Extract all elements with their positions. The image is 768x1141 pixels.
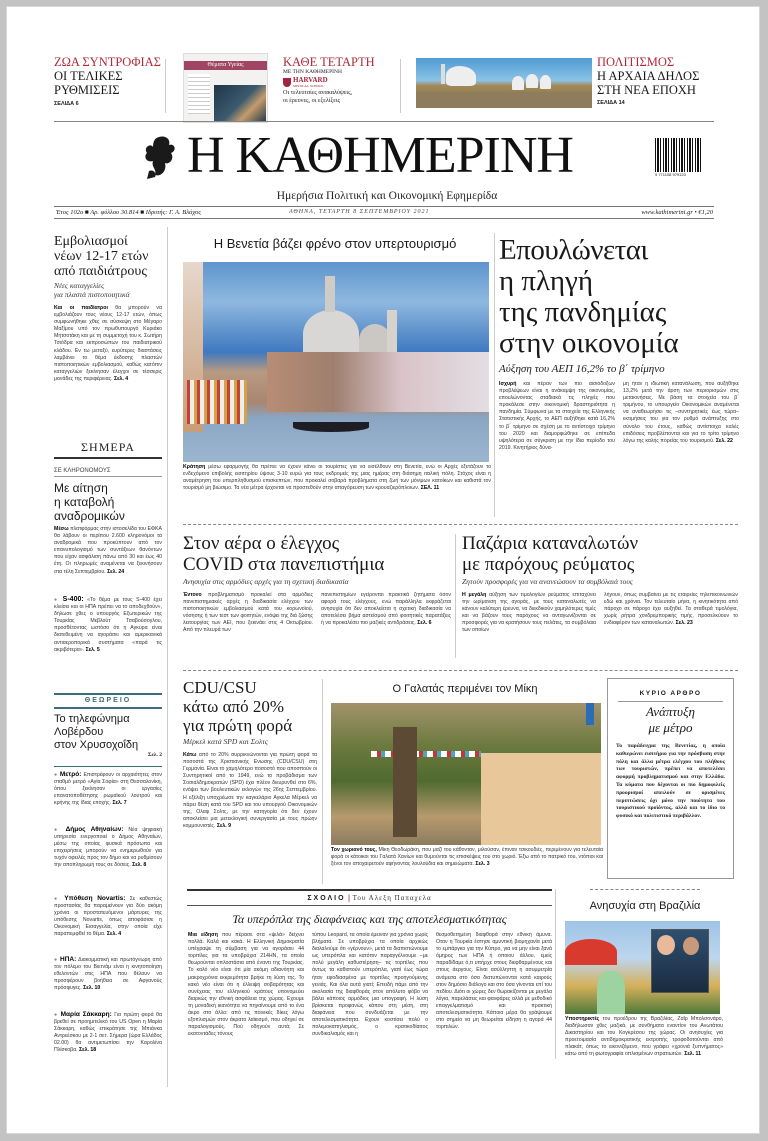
comment-header: ΣΧΟΛΙΟ | Του Αλεξη Παπαχελα (307, 893, 432, 902)
galatas-lead: Τον χωριανό τους, (331, 847, 377, 853)
energy-title-1: Παζάρια καταναλωτών (462, 533, 639, 554)
brazil-caption (565, 1016, 723, 1060)
magazine-photo (214, 85, 266, 121)
economy-lead: Ισχυρή (499, 381, 517, 387)
energy-ref[interactable]: Σελ. 23 (675, 620, 693, 627)
covid-title-1: Στον αέρα ο έλεγχος (183, 533, 340, 554)
covid-text-2: πανεπιστημίων εγείρονται πρακτικά ζητήματα όσον αφορά τους ελέγχους, ενώ παράλληλα εκφράζεται ανησυχία ότι δεν αποκλείεται η σχετική διαδικασία να αποτελέσει βήμα αστεϊσμού από φοιτητικές παρατάξεις ή να προκαλέσει πιο μαζικές αντιδράσεις. (321, 592, 451, 627)
editorial-title-2: με μέτρο (648, 720, 693, 735)
economy-story[interactable] (499, 235, 739, 498)
inheritance-kicker: ΣΕ ΚΛΗΡΟΝΟΜΟΥΣ (54, 467, 162, 477)
covid-deck: Ανησυχία στις αρμόδιες αρχές για τη σχετική διαδικασία (183, 577, 349, 586)
inheritance-ref[interactable]: Σελ. 24 (107, 568, 125, 575)
economy-col-2 (623, 381, 739, 498)
vaccine-lead: Και οι παιδίατροι (54, 305, 108, 311)
economy-deck: Αύξηση του ΑΕΠ 16,2% το β΄ τρίμηνο (499, 363, 665, 375)
theoreio-header: ΘΕΩΡΕΙΟ (84, 697, 132, 704)
teaser-culture-title-1: Η ΑΡΧΑΙΑ ΔΗΛΟΣ (597, 69, 700, 83)
inheritance-title-1: Με αίτηση (54, 481, 108, 495)
brazil-caption-text: του προέδρου της Βραζιλίας, Ζαΐρ Μπολσονάρο, διαδήλωσαν χθες μαζικά, με συνθήματα εναντίον του Ανωτάτου Δικαστηρίου και του Κογκρέσου της χώρας. Οι ανησυχίες για προετοιμασία αντιδημοκρατικής εκτροπής τροφοδοτούνται από πλακάτ, όπως το εικονιζόμενο, που γράφει «χρονιά ξυπνήματος» κάτω από τη φωτογραφία οπλισμένων στρατιωτών. (565, 1016, 723, 1058)
galatas-caption (331, 847, 603, 876)
barcode-number: 9 771108 979120 (655, 172, 686, 177)
cdu-title-1: CDU/CSU (183, 678, 257, 697)
masthead-title: Η ΚΑΘΗΜΕΡΙΝΗ (187, 127, 573, 184)
energy-lead: Η μεγάλη (462, 592, 487, 598)
editorial-box[interactable] (607, 678, 734, 879)
vaccine-body (54, 305, 162, 398)
vaccine-ref[interactable]: Σελ. 4 (113, 375, 129, 382)
barcode (655, 138, 707, 182)
venice-ref[interactable]: ΣΕΛ. 11 (420, 485, 440, 492)
vaccine-text: θα μπορούν να εμβολιάζουν τους νέους 12-17 ετών, όπως συμφωνήθηκε χθες σε σύσκεψη στο Μέγαρο Μαξίμου υπό τον πρωθυπουργό Κυριάκο Μητσοτάκη και με τη συμμετοχή του κ. Σωτήρη Τσιόδρα και εκπροσώπων του παιδιατρικού κλάδου. Εν τω μεταξύ, ευρύτερες διαστάσεις λαμβάνει το θέμα έκδοσης πλαστών πιστοποιητικών εμβολιασμού, καθώς κατόπιν καταγγελιών ξεκίνησαν έλεγχοι σε τέσσερις μονάδες της περιφέρειας. (54, 305, 162, 382)
energy-text-2: λήγουν, όπως συμβαίνει με τις εταιρείες τηλεπικοινωνιών εδώ και χρόνια. Τον τελευταίο μήνα, η κινητικότητα από πάροχο σε πάροχο έχει αυξηθεί. Τα σταθερά τιμολόγια, χωρίς ρήτρα χονδρεμπορικής τιμής, προσελκύουν το ενδιαφέρον των καταναλωτών. (604, 592, 738, 627)
economy-title-4: στην οικονομία (499, 327, 679, 359)
brief-text: Για πρώτη φορά θα βρεθεί σε προημιτελικό του US Open η Μαρία Σάκκαρη, καθώς επικράτησε της Μπιάνκα Αντρεέσκου με 2-1 σετ. Σήμερα (ώρα Ελλάδος 02.00) θα αντιμετωπίσει την Καρολίνα Πλίσκοβα. (54, 1012, 162, 1054)
comment-text-3: θεσμοθετημένη διαφθορά στην εθνική άμυνα. Οταν η Τουρκία έστησε αμυντική βιομηχανία μετά το εμπάργκο για την Κύπρο, για να μην είναι ξανά όμηρος των ΗΠΑ ή οποιου άλλου, εμείς παραδίδαμε ό,τι υπήρχε στους διεφθαρμένους και στους άεργους. Είναι ασύλληπτη η ασυμμετρία ανάμεσα στο όσα διατυπώνονται κατά καιρούς στον δημόσιο διάλογο και στο όσα γίνονται επί του πεδίου. Διότι οι χώρες δεν θωρακίζονται με μεγάλα λόγια, παρελάσεις και φανφάρες αλλά με μεθοδικό επαγγελματισμό και πρακτική αποτελεσματικότητα. Κάποια μέρα θα γράψουμε στο σημείο να μη θεωρείται είδηση η αγορά 44 τορπιλών. (436, 932, 552, 1031)
comment-col-1 (188, 932, 304, 1055)
health-magazine-cover[interactable] (183, 53, 268, 123)
teaser-pets-page: ΣΕΛΙΔΑ 6 (54, 101, 79, 107)
teaser-culture-kicker: ΠΟΛΙΤΙΣΜΟΣ (597, 55, 675, 69)
covid-col-1 (183, 592, 313, 642)
covid-ref[interactable]: Σελ. 6 (417, 620, 432, 627)
editorial-body: Το παράδειγμα της Βενετίας, η οποία καθιερώνει εισιτήριο για την πρόσβαση στην πόλη και άλλα μέτρα ελέγχου του πλήθους των τουριστών, πρέπει να αποτελέσει αφορμή προβληματισμού και στην Ελλάδα. Τα κύματα που δέχονται οι πιο δημοφιλείς προορισμοί απειλούν σε ορισμένες περιπτώσεις όχι μόνο την ποιότητα του τουριστικού προϊόντος, αλλά και το ίδιο το φυσικό και πολιτιστικό περιβάλλον. (616, 743, 725, 820)
venice-lead: Κράτηση (183, 464, 206, 470)
comment-title[interactable]: Τα υπερόπλα της διαφάνειας και της αποτελεσματικότητας (232, 912, 507, 926)
inheritance-title-3: αναδρομικών (54, 509, 125, 523)
s400-ref[interactable]: Σελ. 5 (85, 646, 100, 653)
editorial-label: ΚΥΡΙΟ ΑΡΘΡΟ (639, 690, 702, 697)
covid-text-1: προβληματισμό προκαλεί στα αρμόδιες πανεπιστημιακές αρχές η διαδικασία ελέγχου των πιστοποιητικών εμβολιασμού κατά του κορωνοϊού, νόσησης ή των τεστ των φοιτητών, ενόψει της διά ζώσης λειτουργίας των ΑΕΙ, που ξεκινάει στις 4 Οκτωβρίου. Από την πλευρά των (183, 592, 313, 634)
vaccine-title-1: Εμβολιασμοί (54, 234, 128, 249)
teaser-pets-kicker: ΖΩΑ ΣΥΝΤΡΟΦΙΑΣ (54, 55, 161, 69)
inheritance-text: πλατφόρμας στην ιστοσελίδα του ΕΦΚΑ θα λάβουν οι περίπου 2.600 κληρονόμοι τα αναδρομικά που προκύπτουν από τον επανυπολογισμό των συντάξεων θανόντων που είχαν ασφάλιση πάνω από 30 και έως 40 έτη. Οι πληρωμές αναμένεται να ξεκινήσουν στα τέλη Σεπτεμβρίου. (54, 526, 162, 575)
comment-col-2 (312, 932, 428, 1055)
harvard-shield-icon (283, 78, 291, 87)
cdu-deck: Μέρκελ κατά SPD και Σολτς (183, 737, 268, 746)
venice-caption-text: μέσω εφαρμογής θα πρέπει να έχουν κάνει οι τουρίστες για να εισέλθουν στη Βενετία, ενώ οι Αρχές εξετάζουν το ενδεχόμενο επιβολής εισιτηρίου ύψους 3-10 ευρώ για τους εκδρομείς της μιας ημέρας στη διάσημη ιταλική πόλη. Στόχος είναι η αναμέτρηση του υπερπληθυσμού επισκεπτών, που προκαλεί σοβαρά προβλήματα στη ζωή των μόνιμων κατοίκων και καθιστά τον τουρισμό μη βιώσιμο. Τα νέα μέτρα έρχονται να προστεθούν στην απαγόρευση των κρουαζιερόπλοιων. (183, 464, 491, 492)
teaser-culture-title-2: ΣΤΗ ΝΕΑ ΕΠΟΧΗ (597, 83, 696, 97)
venice-title[interactable]: Η Βενετία βάζει φρένο στον υπερτουρισμό (213, 236, 457, 251)
magazine-title: Θέματα Υγείας (184, 61, 267, 70)
cdu-ref[interactable]: Σελ. 9 (216, 822, 232, 829)
vaccine-story[interactable] (54, 234, 162, 398)
brief-lead: Μετρό: (59, 771, 82, 778)
economy-col-1 (499, 381, 615, 498)
brief-item[interactable]: ● ΗΠΑ: Διακομματική και πρωτόγνωρη από τον πόλεμο του Βιετνάμ είναι η κινητοποίηση εθελοντών στις ΗΠΑ που θέλουν να προσφέρουν βοήθεια σε Αφγανούς πρόσφυγες. Σελ. 10 (54, 956, 162, 992)
vaccine-title-3: από παιδιάτρους (54, 264, 147, 279)
cdu-body (183, 752, 317, 866)
economy-text-1: και πέραν των πιο αισιόδοξων προβλέψεων είναι η ανάκαμψη της οικονομίας, επουλώνοντας σταδιακά τις πληγές που προκάλεσε στην οικονομική δραστηριότητα η πανδημία. Σύμφωνα με τα στοιχεία της Ελληνικής Στατιστικής Αρχής, το ΑΕΠ αυξήθηκε κατά 16,2% το β΄ τρίμηνο σε σχέση με το αντίστοιχο τρίμηνο του 2020 και διαμορφώθηκε σε επίπεδα υψηλότερα σε σύγκριση με την ίδια περίοδο του 2019. Κινητήριος δύνα- (499, 381, 615, 451)
editorial-title-1: Ανάπτυξη (646, 704, 695, 719)
energy-story[interactable] (462, 533, 738, 642)
brief-lead: Δήμος Αθηναίων: (65, 826, 124, 833)
harvard-brand: HARVARD (293, 76, 328, 84)
brief-lead: Υπόθεση Novartis: (64, 895, 126, 902)
brief-item[interactable]: ● Δήμος Αθηναίων: Νέα ψηφιακή υπηρεσία ενεργοποιεί ο Δήμος Αθηναίων, μέσω της οποίας φυσικά πρόσωπα και επιχειρήσεις μπορούν να ενημερωθούν για τυχόν οφειλές προς τον δήμο και να ρυθμίσουν την αποπληρωμή τους σε δόσεις. Σελ. 8 (54, 826, 162, 869)
economy-title-1: Επουλώνεται (499, 234, 648, 266)
s400-lead: S-400: (62, 596, 84, 603)
covid-story[interactable] (183, 533, 451, 642)
newspaper-front-page (7, 7, 759, 1133)
vaccine-deck-2: για πλαστά πιστοποιητικά (54, 290, 130, 299)
brief-text: Διακομματική και πρωτόγνωρη από τον πόλεμο του Βιετνάμ είναι η κινητοποίηση εθελοντών στις ΗΠΑ που θέλουν να προσφέρουν βοήθεια σε Αφγανούς πρόσφυγες. (54, 957, 162, 992)
site-and-price: www.kathimerini.gr • €1,20 (641, 209, 713, 216)
covid-lead: Έντονο (183, 592, 202, 598)
delos-photo[interactable] (416, 58, 592, 108)
teaser-health[interactable] (283, 56, 403, 105)
cdu-lead: Κάτω (183, 752, 197, 758)
s400-brief: ● S-400: «Το θέμα με τους S-400 έχει κλείσει και οι ΗΠΑ πρέπει να το αποδεχθούν», δήλωσε χθες ο υπουργός Εξωτερικών της Τουρκίας Μεβλούτ Τσαβούσογλου, προσθέτοντας ωστόσο ότι η Αγκυρα είναι διατεθειμένη να αγοράσει και αμερικανικά αντιαεροπορικά συστήματα «παρά τις ακριβότερα». Σελ. 5 (54, 596, 162, 653)
cdu-title-3: για πρώτη φορά (183, 716, 293, 735)
energy-deck: Ζητούν προσφορές για να ανανεώσουν τα συμβόλαιά τους (462, 577, 633, 586)
comment-text-1: που πέρασε στα «ψιλά» δείχνει πολλά. Καλά και κακά. Η Ελληνική Δημοκρατία υπέγραψε τη σύμβαση για να αγοράσει 44 τορπίλες για τα υποβρύχια 214HN, τα οποία θεωρούνται οπλοστάσια από έναντι της Τουρκίας. Το καλό νέο είναι ότι μία ακόμη αδιανόητη και μακροχρόνια εκκρεμότητα βρήκε τη λύση της. Το κακό νέο είναι ότι η έλλειψη σοβαρότητας και συνέχειας του ελληνικού κράτους υπονομεύει διαρκώς την εθνική ασφάλεια της χώρας. Εχουμε τη μοναδική ικανότητα να πηγαίνουμε από το ένα άκρο στο άλλο: από τις ποινικές δίκες λόγω εξοπλισμών στον άκρατο λαϊκισμό, που οδηγεί σε παραλογισμούς. Πού οδηγούν αυτά; Σε εκατοντάδες τόνους (188, 932, 304, 1038)
loverdos-title-3: στον Χρυσοχοΐδη (54, 739, 139, 751)
inheritance-title-2: η καταβολή (54, 495, 115, 509)
brazil-photo[interactable] (565, 921, 720, 1014)
galatas-ref[interactable]: Σελ. 3 (475, 861, 490, 868)
issue-date: ΑΘΗΝΑ, ΤΕΤΑΡΤΗ 8 ΣΕΠΤΕΜΒΡΙΟΥ 2021 (289, 209, 430, 215)
cdu-story[interactable] (183, 678, 317, 866)
loverdos-title-2: Λοβέρδου (54, 726, 104, 738)
energy-col-2 (604, 592, 738, 642)
teaser-health-desc-2: οι έρευνες, οι εξελίξεις (283, 97, 340, 104)
briefs-list (54, 771, 162, 1069)
comment-body (188, 932, 553, 1055)
economy-title-2: η πληγή (499, 265, 594, 297)
cdu-text: από το 20% συρρικνώνονται για πρώτη φορά τα ποσοστά της Χριστιανικής Ενωσης (CDU/CSU) στη Γερμανία. Είναι το χαμηλότερο ποσοστό που αποσπούν οι Συντηρητικοί από το 1949, ενώ το προβάδισμα των Σοσιαλδημοκρατών (SPD) έχει πλέον διευρυνθεί στο 6%, ενόψει των βουλευτικών εκλογών της 26ης Σεπτεμβρίου. Η εξέλιξη υποχρέωσε την καγκελάριο Αγκελα Μέρκελ να πάρει θέση κατά του SPD και του υπουργού Οικονομικών της, Ολαφ Σολτς, με την κατηγορία ότι δεν έχουν αποκλείσει μια μετεκλογική συνεργασία με τους πρώην κομμουνιστές. (183, 752, 317, 829)
economy-text-2: μη ήταν η ιδιωτική κατανάλωση, που αυξήθηκε 13,2% μετά την άρση των περιορισμών στις μετακινήσεις. Με βάση τα στοιχεία του β΄ τριμήνου, το υπουργείο Οικονομικών αναμένεται να αναθεωρήσει τις –συντηρητικές έως τώρα– εκτιμήσεις του για τον ρυθμό ανάπτυξης στο σύνολο του έτους, καθώς αντίστοιχα καλές επιδόσεις προβλέπονται και για το τρίτο τρίμηνο λόγω της καλής πορείας του τουρισμού. (623, 381, 739, 444)
comment-text-2: τύπου Leopard, τα οποία έμειναν για χρόνια χωρίς βλήματα. Σε υποβρύχια τα οποία αρχικώς διαλαλούμε ότι «γέρνουν», μετά τα διαπιστώνουμε ως υπερόπλα και κατόπιν παραγγέλνουμε –με πολύ μεγάλη καθυστέρηση– τις τορπίλες που άντως τα καθιστούν υπερόπλα, γιατί έως τώρα ήταν εφοδιασμένα με τορπίλες προηγούμενης γενιάς. Και όλα αυτά γιατί; Επειδή πάμε από την ακολασία της διαφθοράς στον απόλυτο φόβο να βάλει κάποιος αρμόδιος μια υπογραφή. Η λύση βρίσκεται προφανώς κάπου στη μέση, στη διαφάνεια που συνδυάζεται με την αποτελεσματικότητα. Εχουν κοστίσει πολύ ο πολεμοκαπηλισμός, ο κρατικοδίαιτος συνδικαλισμός και η (312, 932, 428, 1038)
brief-item[interactable]: ● Μαρία Σάκκαρη: Για πρώτη φορά θα βρεθεί σε προημιτελικό του US Open η Μαρία Σάκκαρη, καθώς επικράτησε της Μπιάνκα Αντρεέσκου με 2-1 σετ. Σήμερα (ώρα Ελλάδος 02.00) θα αντιμετωπίσει την Καρολίνα Πλίσκοβα. Σελ. 18 (54, 1011, 162, 1054)
teaser-health-sub: ΜΕ ΤΗΝ ΚΑΘΗΜΕΡΙΝΗ (283, 69, 342, 75)
brief-lead: ΗΠΑ: (60, 956, 77, 963)
cdu-title-2: κάτω από 20% (183, 697, 284, 716)
teaser-pets-title-1: ΟΙ ΤΕΛΙΚΕΣ (54, 69, 123, 83)
teaser-health-kicker: ΚΑΘΕ ΤΕΤΑΡΤΗ (283, 55, 375, 69)
galatas-photo[interactable] (331, 703, 601, 845)
brief-text: Νέα ψηφιακή υπηρεσία ενεργοποιεί ο Δήμος Αθηναίων, μέσω της οποίας φυσικά πρόσωπα και επιχειρήσεις μπορούν να ενημερωθούν για τυχόν οφειλές προς τον δήμο και να ρυθμίσουν την αποπληρωμή τους σε δόσεις. (54, 827, 162, 869)
teaser-pets-title-2: ΡΥΘΜΙΣΕΙΣ (54, 83, 120, 97)
s400-text: «Το θέμα με τους S-400 έχει κλείσει και οι ΗΠΑ πρέπει να το αποδεχθούν», δήλωσε χθες ο υπουργός Εξωτερικών της Τουρκίας Μεβλούτ Τσαβούσογλου, προσθέτοντας ωστόσο ότι η Αγκυρα είναι διατεθειμένη να αγοράσει και αμερικανικά αντιαεροπορικά συστήματα «παρά τις ακριβότερα». (54, 597, 162, 653)
comment-author[interactable]: Του Αλεξη Παπαχελα (352, 894, 432, 902)
brief-text: Επιστρέφουν οι αρχαιότητες στον σταθμό μετρό «Αγία Σοφία» στη Θεσσαλονίκη, όπου ξεκίνησαν οι εργασίες επανατοποθέτησης ρωμαϊκού λουτρού και κρήνης της ίδιας εποχής. (54, 772, 162, 807)
venice-caption (183, 464, 491, 508)
comment-label: ΣΧΟΛΙΟ (307, 895, 346, 902)
economy-ref[interactable]: Σελ. 22 (715, 437, 733, 444)
teaser-culture-page: ΣΕΛΙΔΑ 14 (597, 100, 625, 106)
galatas-title[interactable]: Ο Γαλατάς περιμένει τον Μίκη (392, 683, 538, 695)
teaser-pets[interactable] (54, 56, 164, 107)
vaccine-deck-1: Νέες καταγγελίες (54, 281, 105, 290)
brief-lead: Μαρία Σάκκαρη: (60, 1011, 112, 1018)
brief-ref[interactable]: Σελ. 7 (112, 800, 127, 807)
teaser-culture[interactable] (597, 56, 747, 106)
galatas-caption-text: Μίκη Θεοδωράκη, που μαζί του κάθονταν, μιλούσαν, έπιναν τσικουδιές, περιμένουν για τελευταία φορά οι κάτοικοι του Γαλατά Χανίων και θυμούνται τις επισκέψεις του στο χωριό. Έξω από το πατρικό του, ντόπιοι και ξένοι τον αποχαιρετούν αφήνοντας λουλούδια και σημειώματα. (331, 847, 603, 868)
brief-ref[interactable]: Σελ. 18 (79, 1047, 97, 1054)
issue-info: Έτος 102ο ■ Αρ. φύλλου 30.814 ■ Ιδρυτής: Γ. Α. Βλάχος (56, 209, 202, 216)
teaser-health-desc-1: Οι τελευταίες ανακαλύψεις, (283, 89, 353, 96)
loverdos-ref[interactable]: Σελ. 2 (147, 752, 162, 758)
energy-text-1: αύξηση των τιμολογίων ρεύματος επιταχύνει την ωρίμανση της αγοράς, με τους καταναλωτές να κάνουν καλύτερη έρευνα, να διεκδικούν χαμηλότερες τιμές και να βάζουν τους παρόχους να ανταγωνίζονται σε προσφορές για να κρατήσουν τους πελάτες, τα συμβόλαια των οποίων (462, 592, 596, 634)
brief-ref[interactable]: Σελ. 4 (106, 931, 122, 938)
inheritance-lead: Μέσω (54, 526, 69, 532)
inheritance-story[interactable] (54, 467, 162, 668)
today-header: ΣΗΜΕΡΑ (81, 440, 135, 454)
loverdos-story[interactable] (54, 713, 162, 759)
venice-photo[interactable] (183, 262, 489, 462)
brief-item[interactable]: ● Υπόθεση Novartis: Σε καθεστώς προστασίας θα παραμείνουν για δύο ακόμη χρόνια οι προστατευόμενοι μάρτυρες της υπόθεσης Novartis, όπως αποφάσισε η Οικονομική Εισαγγελία, στην οποία είχε παραπεμφθεί το θέμα. Σελ. 4 (54, 895, 162, 938)
harvard-brand-sub: MEDICAL SCHOOL (293, 84, 324, 88)
brief-item[interactable]: ● Μετρό: Επιστρέφουν οι αρχαιότητες στον σταθμό μετρό «Αγία Σοφία» στη Θεσσαλονίκη, όπου ξεκίνησαν οι εργασίες επανατοποθέτησης ρωμαϊκού λουτρού και κρήνης της ίδιας εποχής. Σελ. 7 (54, 771, 162, 807)
economy-title-3: της πανδημίας (499, 296, 667, 328)
brazil-ref[interactable]: Σελ. 11 (684, 1051, 702, 1058)
brazil-lead: Υποστηρικτές (565, 1016, 600, 1022)
inheritance-body (54, 526, 162, 590)
covid-title-2: COVID στα πανεπιστήμια (183, 554, 385, 575)
energy-col-1 (462, 592, 596, 642)
brief-ref[interactable]: Σελ. 8 (132, 862, 147, 869)
brief-text: Σε καθεστώς προστασίας θα παραμείνουν για δύο ακόμη χρόνια οι προστατευόμενοι μάρτυρες της υπόθεσης Novartis, όπως αποφάσισε η Οικονομική Εισαγγελία, στην οποία είχε παραπεμφθεί το θέμα. (54, 896, 162, 938)
loverdos-title-1: Το τηλεφώνημα (54, 713, 130, 725)
comment-col-3 (436, 932, 552, 1055)
brief-ref[interactable]: Σελ. 10 (83, 985, 101, 992)
energy-title-2: με παρόχους ρεύματος (462, 554, 635, 575)
masthead-subtitle: Ημερήσια Πολιτική και Οικονομική Εφημερίδα (276, 190, 498, 202)
comment-lead: Μια είδηση (188, 932, 218, 938)
covid-col-2 (321, 592, 451, 642)
vaccine-title-2: νέων 12-17 ετών (54, 249, 149, 264)
griffin-logo-icon (139, 133, 179, 181)
brazil-title[interactable]: Ανησυχία στη Βραζιλία (589, 900, 701, 912)
